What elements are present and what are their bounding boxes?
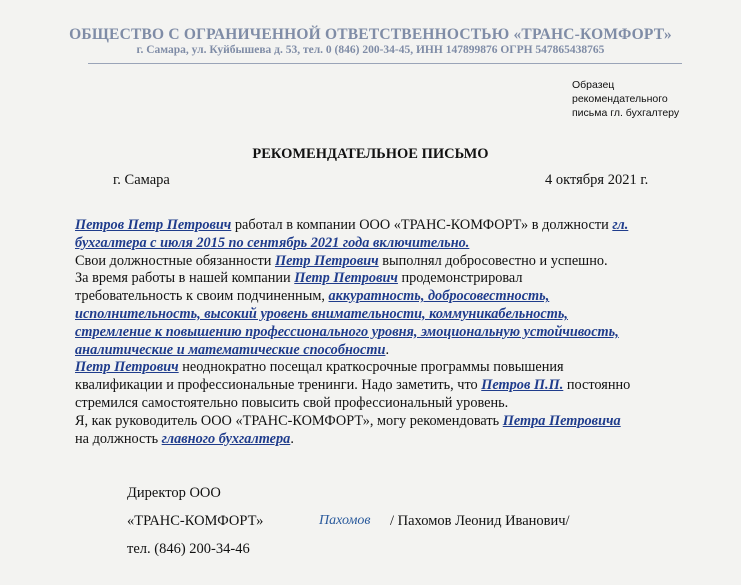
body-line (75, 413, 705, 431)
body-line (75, 270, 705, 288)
body-text: работал в компании ООО «ТРАНС-КОМФОРТ» в должности (231, 217, 613, 233)
body-line (75, 342, 705, 360)
qualities-highlight: стремление к повышению профессионального уровня, эмоциональную устойчивость, (75, 323, 619, 340)
body-line (75, 324, 705, 342)
sample-note (572, 78, 732, 120)
signer-phone: тел. (846) 200-34-46 (127, 541, 250, 557)
body-line (75, 306, 705, 324)
qualities-highlight: аккуратность, добросовестность, (328, 288, 550, 305)
sample-note-line: Образец (572, 79, 615, 91)
body-text: . (290, 430, 294, 447)
body-text: За время работы в нашей компании (75, 270, 295, 287)
company-address: г. Самара, ул. Куйбышева д. 53, тел. 0 (846) 200-34-45, ИНН 147899876 ОГРН 547865438765 (136, 44, 605, 56)
employee-name: Петров П.П. (481, 377, 564, 394)
signer-company: «ТРАНС-КОМФОРТ» (127, 513, 264, 529)
qualities-highlight: аналитические и математические способности (75, 341, 386, 358)
body-line (75, 359, 705, 377)
employee-name: Петров Петр Петрович (75, 217, 232, 233)
body-line (75, 235, 705, 253)
company-name: ОБЩЕСТВО С ОГРАНИЧЕННОЙ ОТВЕТСТВЕННОСТЬЮ «ТРАНС-КОМФОРТ» (69, 26, 672, 43)
body-text: неоднократно посещал краткосрочные программы повышения (178, 359, 564, 376)
employee-name: Петр Петрович (275, 252, 379, 269)
body-line (75, 431, 705, 449)
period-highlight: бухгалтера с июля 2015 по сентябрь 2021 года включительно. (75, 234, 470, 251)
body-text: Свои должностные обязанности (75, 252, 275, 269)
body-text: квалификации и профессиональные тренинги. Надо заметить, что (75, 377, 482, 394)
letter-title: РЕКОМЕНДАТЕЛЬНОЕ ПИСЬМО (252, 146, 489, 162)
letter-body (75, 217, 705, 448)
letter-city: г. Самара (113, 172, 170, 188)
employee-name: Петр Петрович (75, 359, 179, 376)
body-line (75, 253, 705, 271)
signer-full-name: / Пахомов Леонид Иванович/ (390, 513, 570, 529)
body-line (75, 395, 705, 413)
employee-name: Петра Петровича (502, 412, 621, 429)
sample-note-line: письма гл. бухгалтеру (572, 107, 680, 119)
body-text: стремился самостоятельно повысить свой профессиональный уровень. (75, 394, 509, 411)
body-text: выполнял добросовестно и успешно. (378, 252, 608, 269)
body-text: требовательность к своим подчиненным, (75, 288, 329, 305)
employee-name: Петр Петрович (294, 270, 398, 287)
signer-position: Директор ООО (127, 485, 221, 501)
body-line (75, 377, 705, 395)
body-text: постоянно (563, 377, 631, 394)
body-line (75, 288, 705, 306)
qualities-highlight: исполнительность, высокий уровень внимательности, коммуникабельность, (75, 305, 569, 322)
handwritten-signature: Пахомов (319, 513, 371, 528)
letter-date: 4 октября 2021 г. (545, 172, 649, 188)
body-text: Я, как руководитель ООО «ТРАНС-КОМФОРТ», могу рекомендовать (75, 412, 503, 429)
sample-note-line: рекомендательного (572, 93, 668, 105)
header-divider (88, 63, 682, 64)
position-highlight: главного бухгалтера (161, 430, 291, 447)
body-text: продемонстрировал (397, 270, 523, 287)
body-text: на должность (75, 430, 162, 447)
body-line (75, 217, 705, 235)
body-text: . (385, 341, 390, 358)
position-highlight: гл. (612, 217, 629, 233)
